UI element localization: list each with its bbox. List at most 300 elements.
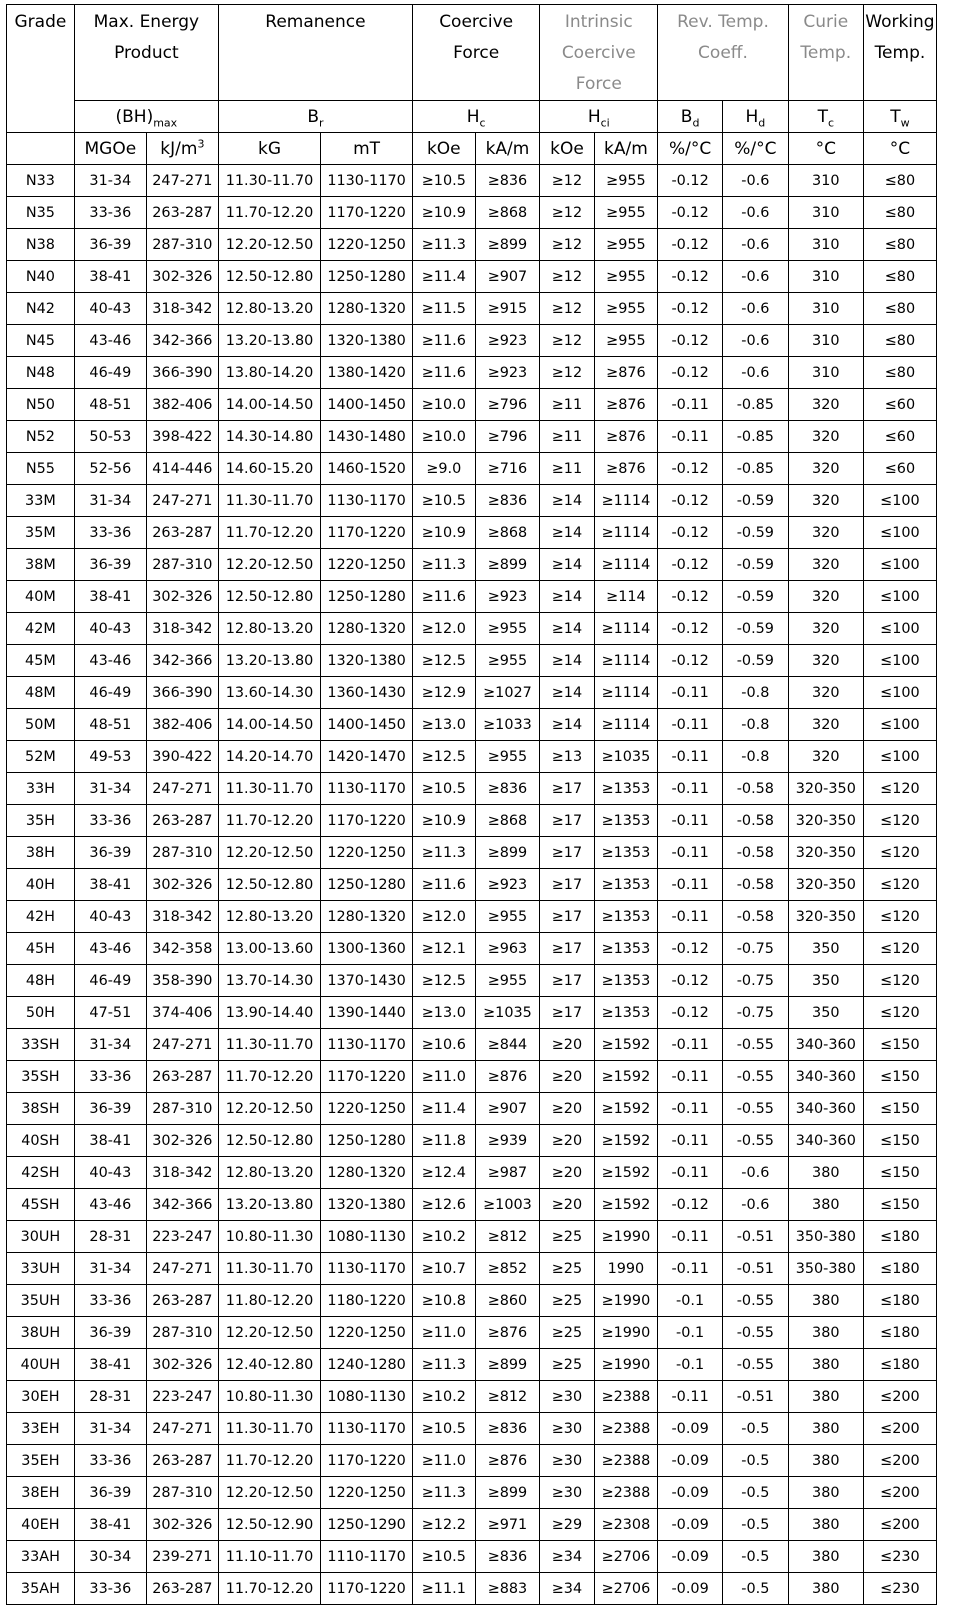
cell-hd-coeff: -0.75: [722, 933, 788, 965]
cell-br-kg: 14.60-15.20: [218, 453, 320, 485]
cell-hci-kam: ≥1353: [594, 869, 658, 901]
cell-hci-kam: ≥1592: [594, 1061, 658, 1093]
cell-bhmax-mgoe: 38-41: [74, 581, 146, 613]
cell-br-mt: 1130-1170: [321, 485, 413, 517]
cell-hc-kam: ≥923: [475, 325, 540, 357]
cell-bd-coeff: -0.11: [658, 869, 723, 901]
cell-br-kg: 11.80-12.20: [218, 1285, 320, 1317]
cell-hd-coeff: -0.6: [722, 229, 788, 261]
cell-working-temp: ≤150: [863, 1093, 936, 1125]
cell-grade: 35H: [7, 805, 75, 837]
cell-working-temp: ≤200: [863, 1509, 936, 1541]
cell-hci-kam: ≥1035: [594, 741, 658, 773]
table-row: [7, 1413, 937, 1445]
cell-hc-kam: ≥1003: [475, 1189, 540, 1221]
cell-br-kg: 10.80-11.30: [218, 1381, 320, 1413]
cell-hci-kam: ≥955: [594, 261, 658, 293]
cell-hci-koe: ≥25: [540, 1221, 594, 1253]
cell-hci-kam: ≥2388: [594, 1445, 658, 1477]
cell-curie-temp: 320-350: [788, 837, 863, 869]
cell-br-mt: 1280-1320: [321, 613, 413, 645]
cell-hc-kam: ≥716: [475, 453, 540, 485]
cell-curie-temp: 380: [788, 1157, 863, 1189]
cell-hc-kam: ≥899: [475, 1349, 540, 1381]
cell-hci-koe: ≥12: [540, 325, 594, 357]
cell-hci-kam: ≥1592: [594, 1125, 658, 1157]
cell-hci-koe: ≥17: [540, 901, 594, 933]
cell-hci-kam: ≥1592: [594, 1189, 658, 1221]
cell-bhmax-kjm3: 263-287: [146, 805, 218, 837]
cell-bhmax-mgoe: 48-51: [74, 709, 146, 741]
cell-br-kg: 12.20-12.50: [218, 1317, 320, 1349]
cell-curie-temp: 320: [788, 517, 863, 549]
cell-hd-coeff: -0.58: [722, 805, 788, 837]
cell-hd-coeff: -0.6: [722, 165, 788, 197]
cell-br-mt: 1430-1480: [321, 421, 413, 453]
cell-hci-kam: ≥2706: [594, 1573, 658, 1605]
cell-hc-kam: ≥899: [475, 1477, 540, 1509]
cell-bd-coeff: -0.11: [658, 805, 723, 837]
table-row: [7, 869, 937, 901]
cell-hc-kam: ≥860: [475, 1285, 540, 1317]
cell-br-mt: 1420-1470: [321, 741, 413, 773]
cell-hci-kam: ≥1353: [594, 773, 658, 805]
cell-bhmax-mgoe: 40-43: [74, 1157, 146, 1189]
cell-bd-coeff: -0.11: [658, 421, 723, 453]
cell-hd-coeff: -0.51: [722, 1381, 788, 1413]
cell-hci-kam: ≥1114: [594, 613, 658, 645]
unit-grade-empty: [7, 133, 75, 165]
cell-bhmax-mgoe: 31-34: [74, 1253, 146, 1285]
cell-grade: N55: [7, 453, 75, 485]
cell-curie-temp: 320: [788, 421, 863, 453]
cell-working-temp: ≤150: [863, 1029, 936, 1061]
cell-bd-coeff: -0.11: [658, 389, 723, 421]
table-row: [7, 229, 937, 261]
cell-br-kg: 13.00-13.60: [218, 933, 320, 965]
cell-hci-koe: ≥25: [540, 1349, 594, 1381]
unit-kj-m3: $kJ/m^3$: [146, 133, 218, 165]
cell-bhmax-mgoe: 40-43: [74, 613, 146, 645]
cell-bd-coeff: -0.09: [658, 1541, 723, 1573]
cell-hci-kam: ≥2388: [594, 1413, 658, 1445]
cell-bhmax-kjm3: 287-310: [146, 837, 218, 869]
cell-bhmax-kjm3: 342-366: [146, 325, 218, 357]
table-row: [7, 901, 937, 933]
cell-hc-kam: ≥971: [475, 1509, 540, 1541]
cell-curie-temp: 380: [788, 1413, 863, 1445]
table-row: [7, 837, 937, 869]
cell-working-temp: ≤200: [863, 1381, 936, 1413]
cell-hc-kam: ≥939: [475, 1125, 540, 1157]
cell-hci-koe: ≥25: [540, 1317, 594, 1349]
unit-pct-bd: %/°C: [658, 133, 723, 165]
cell-bhmax-kjm3: 302-326: [146, 1125, 218, 1157]
cell-hci-kam: ≥1353: [594, 837, 658, 869]
cell-hc-kam: ≥923: [475, 869, 540, 901]
cell-br-kg: 13.20-13.80: [218, 645, 320, 677]
cell-grade: 33SH: [7, 1029, 75, 1061]
cell-br-kg: 12.50-12.80: [218, 261, 320, 293]
cell-curie-temp: 350-380: [788, 1221, 863, 1253]
cell-bhmax-mgoe: 31-34: [74, 1029, 146, 1061]
cell-hc-kam: ≥955: [475, 965, 540, 997]
cell-hci-koe: ≥13: [540, 741, 594, 773]
cell-hci-kam: ≥114: [594, 581, 658, 613]
cell-br-kg: 12.50-12.80: [218, 869, 320, 901]
cell-hci-koe: ≥14: [540, 581, 594, 613]
cell-bhmax-mgoe: 43-46: [74, 325, 146, 357]
cell-hci-koe: ≥29: [540, 1509, 594, 1541]
cell-hc-koe: ≥12.2: [413, 1509, 476, 1541]
cell-hci-kam: ≥2388: [594, 1381, 658, 1413]
cell-grade: 33H: [7, 773, 75, 805]
cell-hc-koe: ≥11.3: [413, 229, 476, 261]
cell-working-temp: ≤60: [863, 453, 936, 485]
cell-hci-kam: ≥1990: [594, 1221, 658, 1253]
table-row: [7, 933, 937, 965]
cell-grade: N42: [7, 293, 75, 325]
cell-bhmax-kjm3: 318-342: [146, 613, 218, 645]
cell-bd-coeff: -0.09: [658, 1413, 723, 1445]
cell-br-kg: 11.30-11.70: [218, 1413, 320, 1445]
cell-hci-koe: ≥20: [540, 1061, 594, 1093]
cell-hd-coeff: -0.55: [722, 1349, 788, 1381]
cell-br-kg: 13.60-14.30: [218, 677, 320, 709]
cell-curie-temp: 320: [788, 677, 863, 709]
cell-bhmax-kjm3: 318-342: [146, 901, 218, 933]
cell-br-kg: 13.80-14.20: [218, 357, 320, 389]
cell-bd-coeff: -0.12: [658, 933, 723, 965]
cell-hci-kam: ≥1353: [594, 901, 658, 933]
cell-bd-coeff: -0.11: [658, 1157, 723, 1189]
cell-hci-kam: ≥1990: [594, 1349, 658, 1381]
cell-hci-koe: ≥20: [540, 1029, 594, 1061]
unit-kg: kG: [218, 133, 320, 165]
cell-hd-coeff: -0.5: [722, 1509, 788, 1541]
cell-br-kg: 13.20-13.80: [218, 1189, 320, 1221]
cell-curie-temp: 310: [788, 197, 863, 229]
cell-bhmax-mgoe: 31-34: [74, 1413, 146, 1445]
unit-degc-tw: °C: [863, 133, 936, 165]
cell-bd-coeff: -0.11: [658, 1029, 723, 1061]
cell-bd-coeff: -0.12: [658, 197, 723, 229]
cell-grade: 52M: [7, 741, 75, 773]
cell-br-mt: 1170-1220: [321, 1573, 413, 1605]
cell-br-mt: 1320-1380: [321, 645, 413, 677]
cell-br-mt: 1220-1250: [321, 229, 413, 261]
cell-hc-kam: ≥876: [475, 1445, 540, 1477]
cell-hci-koe: ≥11: [540, 421, 594, 453]
cell-hc-koe: ≥10.5: [413, 165, 476, 197]
cell-br-mt: 1380-1420: [321, 357, 413, 389]
cell-working-temp: ≤80: [863, 165, 936, 197]
cell-hci-koe: ≥20: [540, 1189, 594, 1221]
cell-working-temp: ≤180: [863, 1253, 936, 1285]
cell-hc-kam: ≥812: [475, 1221, 540, 1253]
cell-br-mt: 1320-1380: [321, 1189, 413, 1221]
cell-bd-coeff: -0.09: [658, 1573, 723, 1605]
cell-br-kg: 12.80-13.20: [218, 613, 320, 645]
table-row: [7, 1445, 937, 1477]
cell-bd-coeff: -0.1: [658, 1317, 723, 1349]
cell-hc-kam: ≥955: [475, 645, 540, 677]
cell-hc-koe: ≥11.0: [413, 1061, 476, 1093]
cell-bd-coeff: -0.09: [658, 1477, 723, 1509]
cell-hci-kam: ≥955: [594, 165, 658, 197]
cell-grade: 45M: [7, 645, 75, 677]
cell-bd-coeff: -0.11: [658, 901, 723, 933]
cell-br-mt: 1250-1280: [321, 1125, 413, 1157]
cell-bhmax-mgoe: 31-34: [74, 773, 146, 805]
cell-bhmax-kjm3: 263-287: [146, 517, 218, 549]
cell-bhmax-kjm3: 366-390: [146, 677, 218, 709]
cell-curie-temp: 350: [788, 933, 863, 965]
cell-hc-kam: ≥844: [475, 1029, 540, 1061]
cell-working-temp: ≤100: [863, 549, 936, 581]
cell-bhmax-kjm3: 263-287: [146, 1285, 218, 1317]
cell-hd-coeff: -0.59: [722, 517, 788, 549]
cell-bd-coeff: -0.12: [658, 261, 723, 293]
cell-bd-coeff: -0.09: [658, 1509, 723, 1541]
table-row: [7, 293, 937, 325]
cell-curie-temp: 320: [788, 613, 863, 645]
cell-br-kg: 14.20-14.70: [218, 741, 320, 773]
cell-bhmax-kjm3: 318-342: [146, 1157, 218, 1189]
cell-bd-coeff: -0.12: [658, 1189, 723, 1221]
cell-bd-coeff: -0.12: [658, 357, 723, 389]
cell-working-temp: ≤60: [863, 389, 936, 421]
cell-working-temp: ≤200: [863, 1477, 936, 1509]
cell-hc-koe: ≥10.5: [413, 1541, 476, 1573]
table-row: [7, 965, 937, 997]
table-row: [7, 997, 937, 1029]
cell-bhmax-mgoe: 49-53: [74, 741, 146, 773]
cell-working-temp: ≤120: [863, 773, 936, 805]
cell-grade: N35: [7, 197, 75, 229]
cell-hc-koe: ≥9.0: [413, 453, 476, 485]
cell-hc-kam: ≥1027: [475, 677, 540, 709]
cell-bhmax-kjm3: 247-271: [146, 773, 218, 805]
cell-hci-kam: ≥955: [594, 229, 658, 261]
cell-hci-kam: ≥1114: [594, 677, 658, 709]
cell-bhmax-mgoe: 31-34: [74, 485, 146, 517]
cell-curie-temp: 320: [788, 741, 863, 773]
cell-br-mt: 1130-1170: [321, 165, 413, 197]
cell-br-kg: 12.20-12.50: [218, 837, 320, 869]
cell-hc-koe: ≥10.8: [413, 1285, 476, 1317]
cell-working-temp: ≤80: [863, 197, 936, 229]
cell-bd-coeff: -0.1: [658, 1285, 723, 1317]
cell-hci-koe: ≥34: [540, 1541, 594, 1573]
cell-bhmax-kjm3: 239-271: [146, 1541, 218, 1573]
table-row: [7, 453, 937, 485]
cell-working-temp: ≤120: [863, 933, 936, 965]
table-row: [7, 1189, 937, 1221]
cell-grade: 38UH: [7, 1317, 75, 1349]
cell-curie-temp: 380: [788, 1381, 863, 1413]
cell-working-temp: ≤120: [863, 837, 936, 869]
cell-hd-coeff: -0.5: [722, 1477, 788, 1509]
cell-hd-coeff: -0.5: [722, 1573, 788, 1605]
cell-bhmax-kjm3: 263-287: [146, 197, 218, 229]
cell-hc-koe: ≥12.0: [413, 901, 476, 933]
table-row: [7, 773, 937, 805]
cell-bhmax-kjm3: 247-271: [146, 165, 218, 197]
cell-br-mt: 1250-1280: [321, 581, 413, 613]
cell-hc-kam: ≥836: [475, 1541, 540, 1573]
cell-working-temp: ≤100: [863, 645, 936, 677]
cell-working-temp: ≤80: [863, 325, 936, 357]
cell-bd-coeff: -0.12: [658, 997, 723, 1029]
cell-grade: 33UH: [7, 1253, 75, 1285]
table-row: [7, 1381, 937, 1413]
cell-bhmax-kjm3: 247-271: [146, 485, 218, 517]
cell-hci-kam: ≥1353: [594, 933, 658, 965]
cell-hc-koe: ≥11.4: [413, 1093, 476, 1125]
cell-hc-kam: ≥836: [475, 1413, 540, 1445]
cell-working-temp: ≤80: [863, 229, 936, 261]
cell-hc-koe: ≥11.6: [413, 869, 476, 901]
cell-hc-kam: ≥876: [475, 1317, 540, 1349]
table-row: [7, 1285, 937, 1317]
cell-curie-temp: 320-350: [788, 869, 863, 901]
cell-curie-temp: 350: [788, 997, 863, 1029]
cell-br-kg: 12.20-12.50: [218, 1093, 320, 1125]
cell-hd-coeff: -0.58: [722, 901, 788, 933]
cell-br-kg: 12.20-12.50: [218, 1477, 320, 1509]
cell-working-temp: ≤100: [863, 677, 936, 709]
cell-br-kg: 12.50-12.80: [218, 581, 320, 613]
table-row: [7, 805, 937, 837]
cell-grade: 42M: [7, 613, 75, 645]
cell-working-temp: ≤150: [863, 1157, 936, 1189]
cell-curie-temp: 340-360: [788, 1029, 863, 1061]
cell-bhmax-mgoe: 46-49: [74, 965, 146, 997]
cell-br-kg: 13.90-14.40: [218, 997, 320, 1029]
cell-working-temp: ≤100: [863, 709, 936, 741]
cell-grade: N50: [7, 389, 75, 421]
cell-hci-kam: ≥1353: [594, 805, 658, 837]
cell-br-mt: 1170-1220: [321, 517, 413, 549]
cell-curie-temp: 320: [788, 485, 863, 517]
cell-hci-koe: ≥34: [540, 1573, 594, 1605]
table-row: [7, 357, 937, 389]
cell-br-kg: 12.50-12.90: [218, 1509, 320, 1541]
cell-hc-kam: ≥899: [475, 837, 540, 869]
cell-hd-coeff: -0.59: [722, 581, 788, 613]
cell-hci-koe: ≥20: [540, 1125, 594, 1157]
cell-hc-koe: ≥13.0: [413, 997, 476, 1029]
cell-bhmax-kjm3: 390-422: [146, 741, 218, 773]
cell-hd-coeff: -0.59: [722, 645, 788, 677]
cell-grade: 38H: [7, 837, 75, 869]
cell-hc-koe: ≥10.2: [413, 1221, 476, 1253]
cell-hci-koe: ≥12: [540, 293, 594, 325]
cell-bhmax-mgoe: 33-36: [74, 517, 146, 549]
cell-hci-kam: ≥2388: [594, 1477, 658, 1509]
table-row: [7, 1509, 937, 1541]
cell-hci-kam: 1990: [594, 1253, 658, 1285]
cell-curie-temp: 320-350: [788, 773, 863, 805]
cell-bhmax-kjm3: 382-406: [146, 709, 218, 741]
cell-hci-kam: ≥876: [594, 357, 658, 389]
cell-bhmax-kjm3: 302-326: [146, 581, 218, 613]
cell-working-temp: ≤120: [863, 965, 936, 997]
unit-koe-hc: kOe: [413, 133, 476, 165]
cell-working-temp: ≤80: [863, 293, 936, 325]
cell-hc-koe: ≥11.8: [413, 1125, 476, 1157]
cell-br-kg: 12.20-12.50: [218, 549, 320, 581]
cell-br-mt: 1170-1220: [321, 805, 413, 837]
cell-bhmax-kjm3: 342-366: [146, 645, 218, 677]
cell-hc-koe: ≥10.0: [413, 421, 476, 453]
cell-br-kg: 13.20-13.80: [218, 325, 320, 357]
cell-curie-temp: 350: [788, 965, 863, 997]
cell-bhmax-mgoe: 38-41: [74, 261, 146, 293]
cell-hc-kam: ≥883: [475, 1573, 540, 1605]
cell-bhmax-mgoe: 36-39: [74, 549, 146, 581]
cell-bhmax-kjm3: 366-390: [146, 357, 218, 389]
cell-hc-koe: ≥10.5: [413, 1413, 476, 1445]
cell-br-kg: 12.50-12.80: [218, 1125, 320, 1157]
header-working-temp: Working Temp.: [863, 5, 936, 101]
cell-hd-coeff: -0.6: [722, 1157, 788, 1189]
cell-curie-temp: 320: [788, 709, 863, 741]
cell-bhmax-mgoe: 40-43: [74, 901, 146, 933]
cell-bhmax-mgoe: 43-46: [74, 933, 146, 965]
cell-hd-coeff: -0.6: [722, 293, 788, 325]
cell-hci-koe: ≥17: [540, 965, 594, 997]
cell-hc-kam: ≥915: [475, 293, 540, 325]
table-row: [7, 1061, 937, 1093]
table-body: [7, 165, 937, 1605]
cell-curie-temp: 310: [788, 165, 863, 197]
cell-hc-kam: ≥1033: [475, 709, 540, 741]
header-max-energy-product: Max. Energy Product: [74, 5, 218, 101]
cell-br-kg: 11.30-11.70: [218, 165, 320, 197]
cell-br-kg: 10.80-11.30: [218, 1221, 320, 1253]
cell-hc-koe: ≥11.3: [413, 1349, 476, 1381]
cell-bd-coeff: -0.11: [658, 1061, 723, 1093]
cell-hci-koe: ≥25: [540, 1285, 594, 1317]
cell-bhmax-kjm3: 382-406: [146, 389, 218, 421]
cell-grade: 50H: [7, 997, 75, 1029]
cell-grade: 42H: [7, 901, 75, 933]
cell-bhmax-mgoe: 33-36: [74, 1573, 146, 1605]
unit-mt: mT: [321, 133, 413, 165]
cell-bhmax-mgoe: 50-53: [74, 421, 146, 453]
cell-bd-coeff: -0.12: [658, 645, 723, 677]
cell-bd-coeff: -0.11: [658, 773, 723, 805]
cell-hc-kam: ≥963: [475, 933, 540, 965]
cell-bhmax-kjm3: 263-287: [146, 1445, 218, 1477]
cell-curie-temp: 340-360: [788, 1125, 863, 1157]
header-row-titles: [7, 5, 937, 101]
cell-br-kg: 11.70-12.20: [218, 1573, 320, 1605]
cell-hci-koe: ≥30: [540, 1445, 594, 1477]
cell-hci-koe: ≥14: [540, 613, 594, 645]
cell-br-mt: 1180-1220: [321, 1285, 413, 1317]
cell-bd-coeff: -0.12: [658, 549, 723, 581]
cell-hci-koe: ≥17: [540, 773, 594, 805]
cell-bhmax-mgoe: 33-36: [74, 1285, 146, 1317]
cell-grade: 50M: [7, 709, 75, 741]
cell-hc-kam: ≥899: [475, 229, 540, 261]
cell-bhmax-kjm3: 398-422: [146, 421, 218, 453]
cell-bhmax-kjm3: 223-247: [146, 1381, 218, 1413]
cell-grade: N48: [7, 357, 75, 389]
